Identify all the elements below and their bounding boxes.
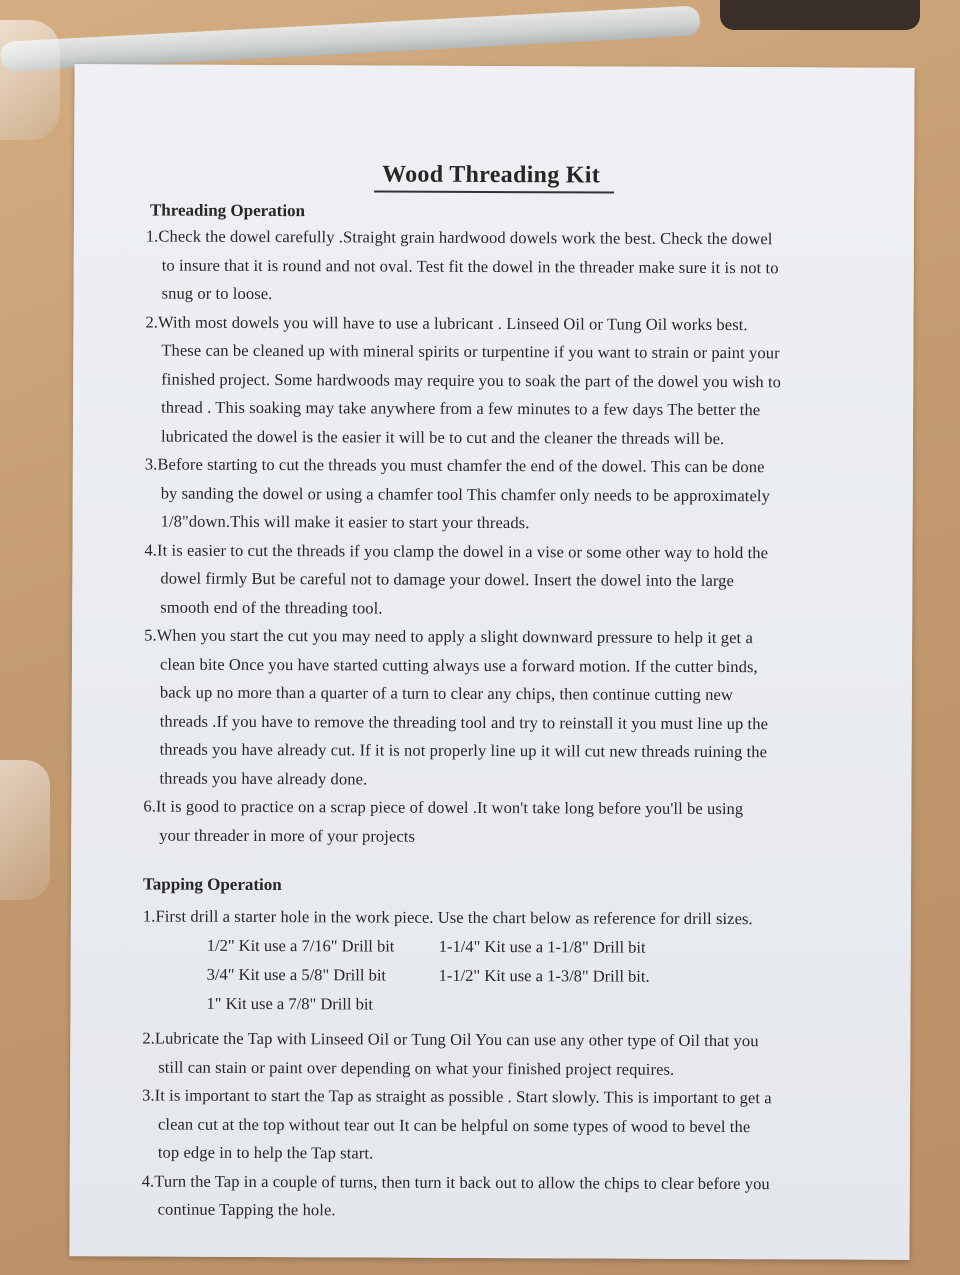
chart-row: 3/4" Kit use a 5/8" Drill bit 1-1/2" Kit use a 1-3/8" Drill bit. <box>206 964 650 986</box>
step-continuation-line: 1/8"down.This will make it easier to start your threads. <box>160 511 530 533</box>
step-continuation-line: your threader in more of your projects <box>159 825 416 846</box>
step-continuation-line: These can be cleaned up with mineral spirits or turpentine if you want to strain or paint your <box>161 340 780 363</box>
dark-handle <box>720 0 920 30</box>
step-first-line: 3.It is important to start the Tap as straight as possible . Start slowly. This is important to get a <box>142 1085 772 1108</box>
step-continuation-line: thread . This soaking may take anywhere from a few minutes to a few days The better the <box>161 397 761 420</box>
step-first-line: 2.Lubricate the Tap with Linseed Oil or Tung Oil You can use any other type of Oil that you <box>142 1028 759 1051</box>
step-continuation-line: back up no more than a quarter of a turn to clear any chips, then continue cutting new <box>159 682 733 705</box>
plastic-bag <box>0 20 60 140</box>
threading-step-4 <box>144 536 874 625</box>
tapping-step-4 <box>142 1167 872 1227</box>
step-continuation-line: clean cut at the top without tear out It can be helpful on some types of wood to bevel the <box>157 1114 751 1136</box>
step-continuation-line: threads you have already done. <box>159 768 368 788</box>
step-continuation-line: lubricated the dowel is the easier it will be to cut and the cleaner the threads will be. <box>160 426 725 448</box>
white-rod <box>0 5 701 72</box>
tapping-step-1: 1.First drill a starter hole in the work piece. Use the chart below as reference for drill sizes. <box>142 906 753 929</box>
threading-step-6 <box>143 792 873 852</box>
step-continuation-line: by sanding the dowel or using a chamfer tool This chamfer only needs to be approximately <box>160 483 770 505</box>
chart-row: 1/2" Kit use a 7/16" Drill bit 1-1/4" Kit use a 1-1/8" Drill bit <box>206 935 646 957</box>
tapping-step-3 <box>142 1081 872 1170</box>
threading-step-2 <box>145 308 876 454</box>
drill-size-chart <box>206 931 649 1020</box>
instruction-sheet <box>69 64 914 1260</box>
threading-step-3 <box>145 450 875 539</box>
document-title: Wood Threading Kit <box>74 160 914 195</box>
step-continuation-line: continue Tapping the hole. <box>157 1199 336 1220</box>
step-continuation-line: finished project. Some hardwoods may require you to soak the part of the dowel you wish to <box>161 369 782 391</box>
step-continuation-line: still can stain or paint over depending on what your finished project requires. <box>158 1057 675 1079</box>
step-first-line: 1.Check the dowel carefully .Straight grain hardwood dowels work the best. Check the dowel <box>145 226 773 249</box>
threading-step-1 <box>146 222 876 311</box>
step-first-line: 2.With most dowels you will have to use a lubricant . Linseed Oil or Tung Oil works best. <box>145 311 748 334</box>
step-continuation-line: threads you have already cut. If it is not properly line up it will cut new threads ruining the <box>159 739 768 762</box>
step-first-line: 4.It is easier to cut the threads if you clamp the dowel in a vise or some other way to hold the <box>144 539 769 562</box>
step-first-line: 4.Turn the Tap in a couple of turns, then turn it back out to allow the chips to clear before you <box>141 1170 770 1193</box>
threading-step-5 <box>143 621 874 795</box>
tapping-step-2 <box>142 1024 872 1084</box>
step-first-line: 5.When you start the cut you may need to apply a slight downward pressure to help it get a <box>144 625 753 648</box>
plastic-bag-lower <box>0 760 50 900</box>
step-continuation-line: to insure that it is round and not oval. Test fit the dowel in the threader make sure it is not to <box>161 255 779 277</box>
step-continuation-line: clean bite Once you have started cutting always use a forward motion. If the cutter binds, <box>159 654 758 676</box>
step-continuation-line: top edge in to help the Tap start. <box>157 1142 374 1163</box>
step-continuation-line: dowel firmly But be careful not to damage your dowel. Insert the dowel into the large <box>160 568 735 591</box>
step-continuation-line: threads .If you have to remove the threading tool and try to reinstall it you must line up the <box>159 711 769 733</box>
tapping-heading: Tapping Operation <box>142 874 282 895</box>
step-continuation-line: snug or to loose. <box>161 283 273 304</box>
step-first-line: 3.Before starting to cut the threads you must chamfer the end of the dowel. This can be done <box>144 454 765 477</box>
chart-row: 1" Kit use a 7/8" Drill bit <box>206 993 374 1014</box>
step-continuation-line: smooth end of the threading tool. <box>160 597 383 618</box>
step-first-line: 6.It is good to practice on a scrap piece of dowel .It won't take long before you'll be using <box>143 796 744 819</box>
threading-heading: Threading Operation <box>149 200 306 221</box>
